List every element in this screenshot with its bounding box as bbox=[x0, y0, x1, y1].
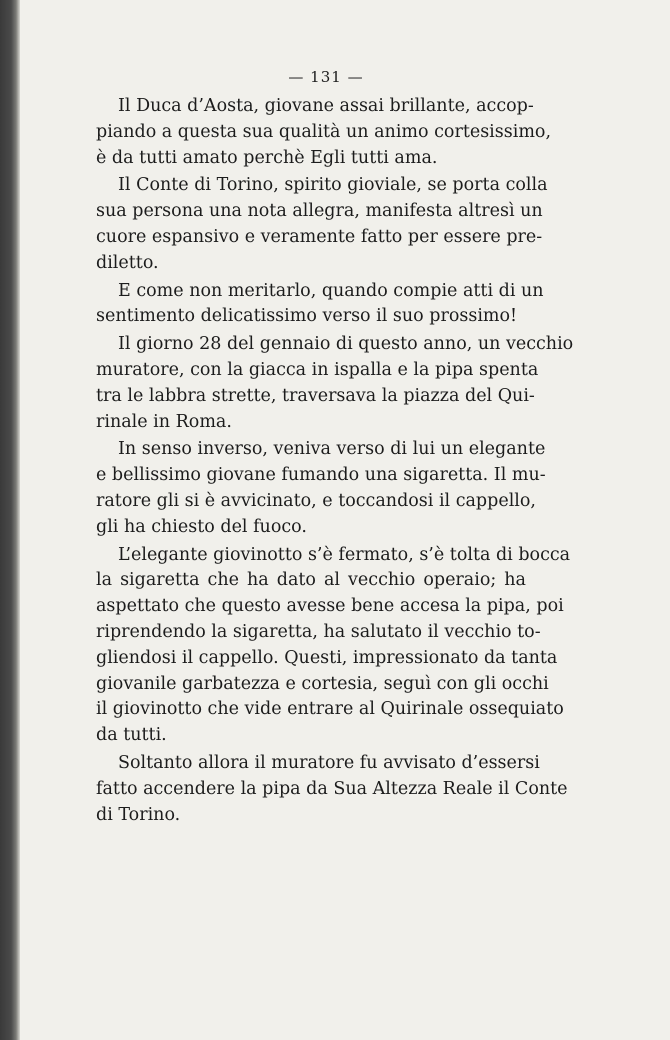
text-line: In senso inverso, veniva verso di lui un elegante bbox=[118, 439, 546, 460]
text-line: di Torino. bbox=[96, 804, 181, 825]
text-line: ratore gli si è avvicinato, e toccandosi il cappello, bbox=[96, 490, 536, 511]
text-line: gliendosi il cappello. Questi, impressionato da tanta bbox=[96, 647, 558, 668]
text-line: Soltanto allora il muratore fu avvisato d’essersi bbox=[118, 752, 540, 773]
page-number: — 131 — bbox=[288, 68, 364, 86]
text-line: sentimento delicatissimo verso il suo prossimo! bbox=[96, 306, 518, 327]
text-line: diletto. bbox=[96, 252, 159, 273]
text-line: gli ha chiesto del fuoco. bbox=[96, 516, 307, 537]
text-line: giovanile garbatezza e cortesia, seguì con gli occhi bbox=[96, 673, 549, 694]
text-line: Il giorno 28 del gennaio di questo anno, un vecchio bbox=[118, 334, 574, 355]
text-line: tra le labbra strette, traversava la piazza del Qui- bbox=[96, 385, 535, 406]
text-line: E come non meritarlo, quando compie atti di un bbox=[118, 280, 544, 301]
text-line: da tutti. bbox=[96, 725, 167, 746]
book-binding-edge bbox=[0, 0, 20, 1040]
text-line: L’elegante giovinotto s’è fermato, s’è tolta di bocca bbox=[118, 544, 571, 565]
text-line: la sigaretta che ha dato al vecchio operaio; ha bbox=[96, 570, 526, 591]
text-line: Il Conte di Torino, spirito gioviale, se porta colla bbox=[118, 175, 548, 196]
paragraph-6 bbox=[96, 543, 571, 749]
text-line: cuore espansivo e veramente fatto per essere pre- bbox=[96, 226, 543, 247]
text-line: piando a questa sua qualità un animo cortesissimo, bbox=[96, 121, 552, 142]
book-page bbox=[96, 66, 574, 830]
text-line: fatto accendere la pipa da Sua Altezza Reale il Conte bbox=[96, 778, 568, 799]
text-line: il giovinotto che vide entrare al Quirinale ossequiato bbox=[96, 699, 564, 720]
paragraph-4 bbox=[96, 332, 574, 435]
paragraph-3 bbox=[96, 279, 544, 331]
text-line: riprendendo la sigaretta, ha salutato il vecchio to- bbox=[96, 621, 541, 642]
text-line: muratore, con la giacca in ispalla e la pipa spenta bbox=[96, 359, 539, 380]
text-line: e bellissimo giovane fumando una sigaretta. Il mu- bbox=[96, 465, 546, 486]
text-line: rinale in Roma. bbox=[96, 411, 232, 432]
text-line: Il Duca d’Aosta, giovane assai brillante, accop- bbox=[118, 96, 534, 116]
text-line: aspettato che questo avesse bene accesa la pipa, poi bbox=[96, 596, 564, 617]
paragraph-5 bbox=[96, 437, 546, 540]
text-line: sua persona una nota allegra, manifesta altresì un bbox=[96, 201, 543, 222]
paragraph-1 bbox=[96, 94, 552, 171]
paragraph-7 bbox=[96, 751, 568, 828]
text-line: è da tutti amato perchè Egli tutti ama. bbox=[96, 147, 438, 168]
paragraph-2 bbox=[96, 173, 548, 276]
